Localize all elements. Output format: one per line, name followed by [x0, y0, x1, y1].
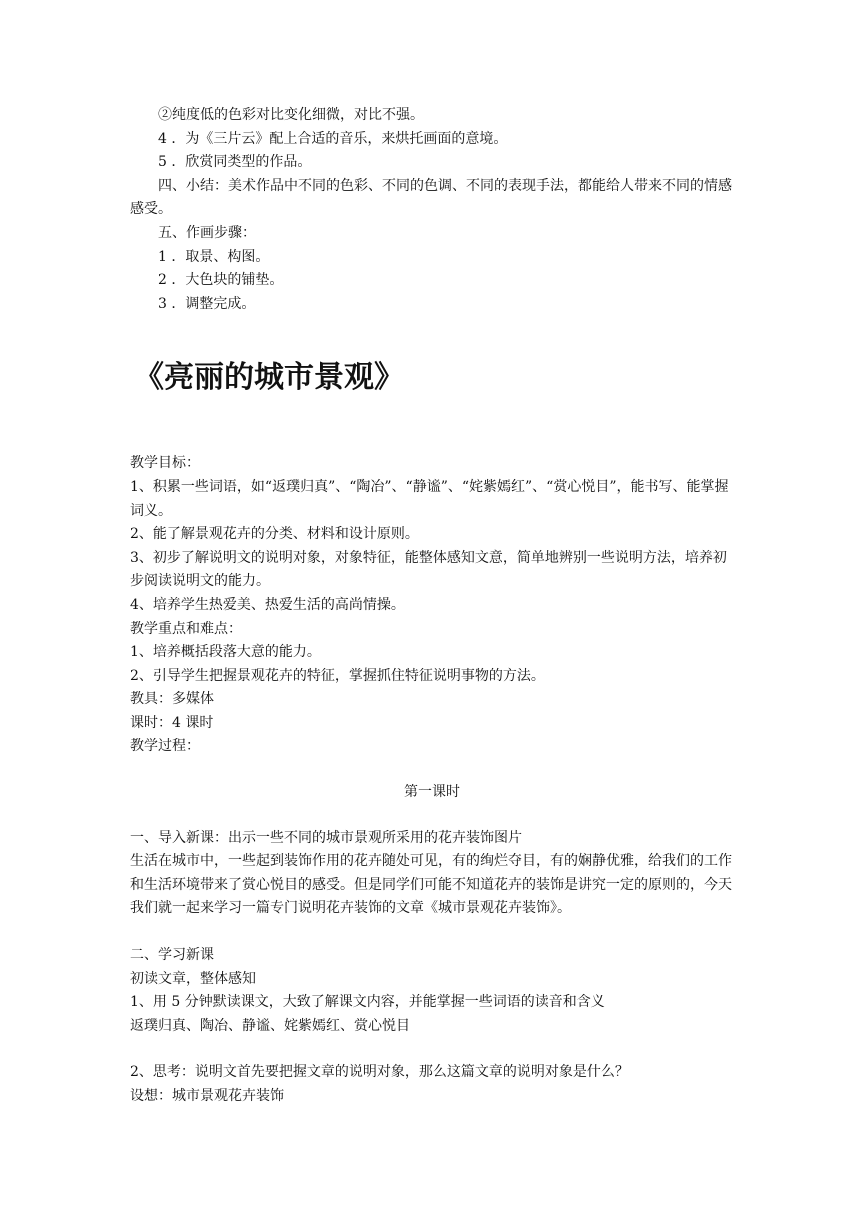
- first-reading: 初读文章，整体感知: [130, 970, 256, 987]
- new-lesson-heading: 二、学习新课: [130, 947, 214, 964]
- key-points-heading: 教学重点和难点：: [130, 620, 242, 637]
- paragraph-step-3: 3 ．调整完成。: [158, 295, 256, 312]
- reading-task: 1、用 5 分钟默读课文，大致了解课文内容，并能掌握一些词语的读音和含义: [130, 994, 605, 1011]
- intro-heading: 一、导入新课：出示一些不同的城市景观所采用的花卉装饰图片: [130, 829, 522, 846]
- teaching-aids: 教具：多媒体: [130, 691, 214, 708]
- paragraph-appreciate: 5 ．欣赏同类型的作品。: [158, 154, 312, 171]
- lesson-heading: 第一课时: [404, 784, 460, 801]
- think-answer: 设想：城市景观花卉装饰: [130, 1088, 284, 1104]
- document-title: 《亮丽的城市景观》: [134, 360, 404, 396]
- think-question: 2、思考：说明文首先要把握文章的说明对象，那么这篇文章的说明对象是什么？: [130, 1064, 629, 1081]
- paragraph-step-2: 2 ．大色块的铺垫。: [158, 272, 284, 289]
- objective-3: 3、初步了解说明文的说明对象，对象特征，能整体感知文意，简单地辨别一些说明方法，培养初步阅读说明文的能力。: [130, 549, 727, 590]
- paragraph-music: 4 ．为《三片云》配上合适的音乐，来烘托画面的意境。: [158, 130, 508, 147]
- objectives-heading: 教学目标：: [130, 455, 200, 472]
- paragraph-step-1: 1 ．取景、构图。: [158, 248, 270, 265]
- class-hours: 课时：4 课时: [130, 714, 214, 731]
- key-point-1: 1、培养概括段落大意的能力。: [130, 644, 321, 661]
- document-page: [130, 104, 734, 1109]
- paragraph-steps-heading: 五、作画步骤：: [158, 224, 256, 241]
- vocabulary-list: 返璞归真、陶冶、静谧、姹紫嫣红、赏心悦目: [130, 1017, 410, 1034]
- key-point-2: 2、引导学生把握景观花卉的特征，掌握抓住特征说明事物的方法。: [130, 667, 545, 684]
- process-heading: 教学过程：: [130, 738, 200, 755]
- paragraph-contrast: ②纯度低的色彩对比变化细微，对比不强。: [158, 107, 424, 123]
- intro-body: 生活在城市中，一些起到装饰作用的花卉随处可见，有的绚烂夺目，有的娴静优雅，给我们的工作和生活环境带来了赏心悦目的感受。但是同学们可能不知道花卉的装饰是讲究一定的原则的，今天我们就一起来学习一篇专门说明花卉装饰的文章《城市景观花卉装饰》。: [130, 853, 732, 917]
- paragraph-summary: 四、小结：美术作品中不同的色彩、不同的色调、不同的表现手法，都能给人带来不同的情感感受。: [130, 177, 732, 218]
- objective-4: 4、培养学生热爱美、热爱生活的高尚情操。: [130, 596, 405, 613]
- objective-2: 2、能了解景观花卉的分类、材料和设计原则。: [130, 526, 419, 543]
- objective-1: 1、积累一些词语，如“返璞归真”、“陶冶”、“静谧”、“姹紫嫣红”、“赏心悦目”，能书写、能掌握词义。: [130, 478, 729, 519]
